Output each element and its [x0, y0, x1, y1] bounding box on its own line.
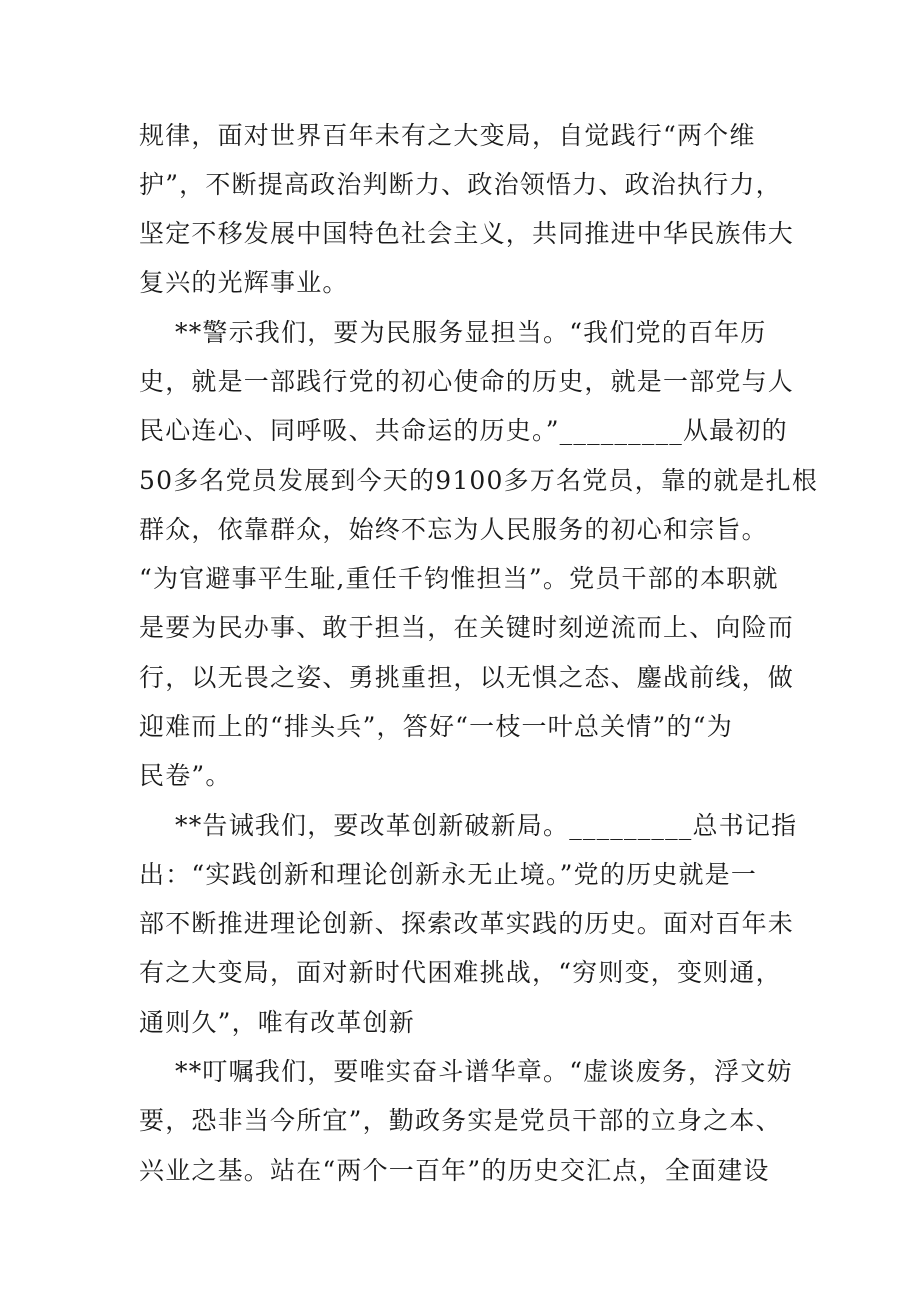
- text-line: 通则久”，唯有改革创新: [139, 1008, 415, 1037]
- text-line: 史，就是一部践行党的初心使命的历史，就是一部党与人: [139, 367, 795, 396]
- text-line: 民心连心、同呼吸、共命运的历史。”_________从最初的: [139, 416, 788, 445]
- text-line: 要，恐非当今所宜”，勤政务实是党员干部的立身之本、: [139, 1106, 782, 1135]
- text-line: 坚定不移发展中国特色社会主义，共同推进中华民族伟大: [139, 219, 795, 248]
- text-line: 迎难而上的“排头兵”，答好“一枝一叶总关情”的“为: [139, 712, 733, 741]
- text-line: 有之大变局，面对新时代困难挑战，“穷则变，变则通，: [139, 958, 782, 987]
- paragraph-first-line: **叮嘱我们，要唯实奋斗谱华章。“虚谈废务，浮文妨: [175, 1057, 793, 1086]
- text-line: 群众，依靠群众，始终不忘为人民服务的初心和宗旨。: [139, 515, 768, 544]
- paragraph-first-line: **告诫我们，要改革创新破新局。_________总书记指: [175, 811, 798, 840]
- text-line: 出：“实践创新和理论创新永无止境。”党的历史就是一: [139, 860, 758, 889]
- text-line: 行，以无畏之姿、勇挑重担，以无惧之态、鏖战前线，做: [139, 663, 795, 692]
- text-line: 部不断推进理论创新、探索改革实践的历史。面对百年未: [139, 909, 795, 938]
- text-line: 是要为民办事、敢于担当，在关键时刻逆流而上、向险而: [139, 613, 795, 642]
- text-line: 护”，不断提高政治判断力、政治领悟力、政治执行力，: [139, 170, 782, 199]
- text-line: 50多名党员发展到今天的9100多万名党员，靠的就是扎根: [139, 466, 819, 495]
- text-line: 复兴的光辉事业。: [139, 268, 349, 297]
- text-line: “为官避事平生耻,重任千钧惟担当”。党员干部的本职就: [139, 564, 779, 593]
- text-line: 民卷”。: [139, 761, 232, 790]
- paragraph-first-line: **警示我们，要为民服务显担当。“我们党的百年历: [175, 318, 767, 347]
- text-line: 规律，面对世界百年未有之大变局，自觉践行“两个维: [139, 121, 756, 150]
- text-line: 兴业之基。站在“两个一百年”的历史交汇点，全面建设: [139, 1156, 770, 1185]
